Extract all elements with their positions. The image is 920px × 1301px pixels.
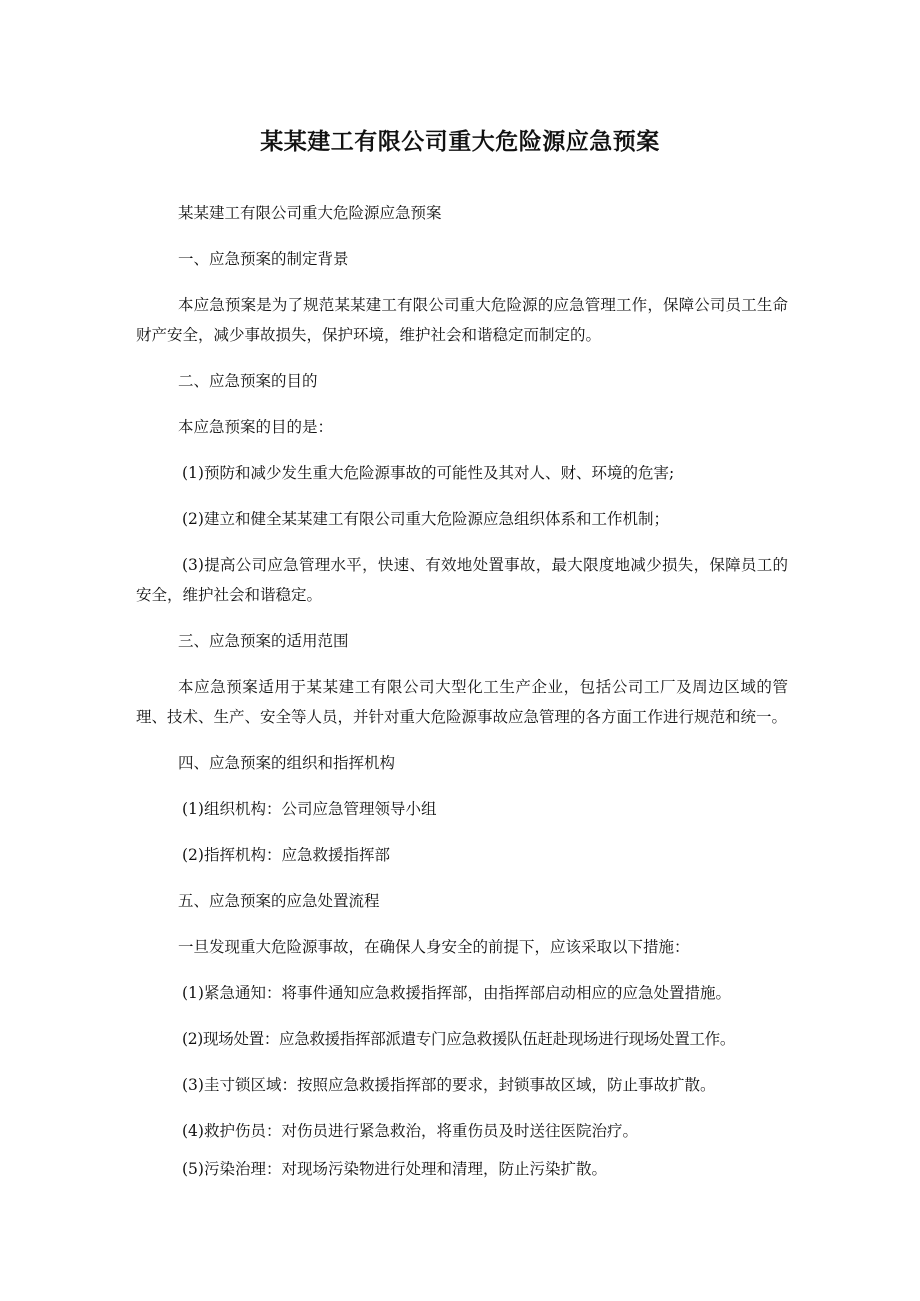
section-2-item-3: (3)提高公司应急管理水平，快速、有效地处置事故，最大限度地减少损失，保障员工的安全，维护社会和谐稳定。	[136, 556, 788, 604]
section-heading-4: 四、应急预案的组织和指挥机构	[178, 754, 396, 772]
section-5-item-3: (3)圭寸锁区域：按照应急救援指挥部的要求，封锁事故区域，防止事故扩散。	[182, 1076, 716, 1094]
section-2-item-2: (2)建立和健全某某建工有限公司重大危险源应急组织体系和工作机制；	[182, 510, 669, 528]
document-subtitle: 某某建工有限公司重大危险源应急预案	[178, 204, 442, 222]
section-heading-1: 一、应急预案的制定背景	[178, 250, 349, 268]
document-title: 某某建工有限公司重大危险源应急预案	[260, 129, 660, 155]
section-4-item-2: (2)指挥机构：应急救援指挥部	[182, 846, 390, 864]
section-5-item-1: (1)紧急通知：将事件通知应急救援指挥部，由指挥部启动相应的应急处置措施。	[182, 984, 731, 1002]
section-2-intro: 本应急预案的目的是：	[178, 418, 334, 436]
section-5-item-4: (4)救护伤员：对伤员进行紧急救治，将重伤员及时送往医院治疗。	[182, 1122, 638, 1140]
section-5-item-2: (2)现场处置：应急救援指挥部派遣专门应急救援队伍赶赴现场进行现场处置工作。	[182, 1030, 736, 1048]
document-body	[136, 198, 788, 1200]
section-1-paragraph: 本应急预案是为了规范某某建工有限公司重大危险源的应急管理工作，保障公司员工生命财产安全，减少事故损失，保护环境，维护社会和谐稳定而制定的。	[136, 296, 788, 344]
section-heading-5: 五、应急预案的应急处置流程	[178, 892, 380, 910]
section-5-intro: 一旦发现重大危险源事故，在确保人身安全的前提下，应该采取以下措施：	[178, 938, 690, 956]
section-4-item-1: (1)组织机构：公司应急管理领导小组	[182, 800, 437, 818]
section-3-paragraph: 本应急预案适用于某某建工有限公司大型化工生产企业，包括公司工厂及周边区域的管理、技术、生产、安全等人员，并针对重大危险源事故应急管理的各方面工作进行规范和统一。	[136, 678, 788, 726]
section-heading-2: 二、应急预案的目的	[178, 372, 318, 390]
section-heading-3: 三、应急预案的适用范围	[178, 632, 349, 650]
section-2-item-1: (1)预防和减少发生重大危险源事故的可能性及其对人、财、环境的危害;	[182, 464, 675, 482]
section-5-item-5: (5)污染治理：对现场污染物进行处理和清理，防止污染扩散。	[182, 1160, 607, 1178]
